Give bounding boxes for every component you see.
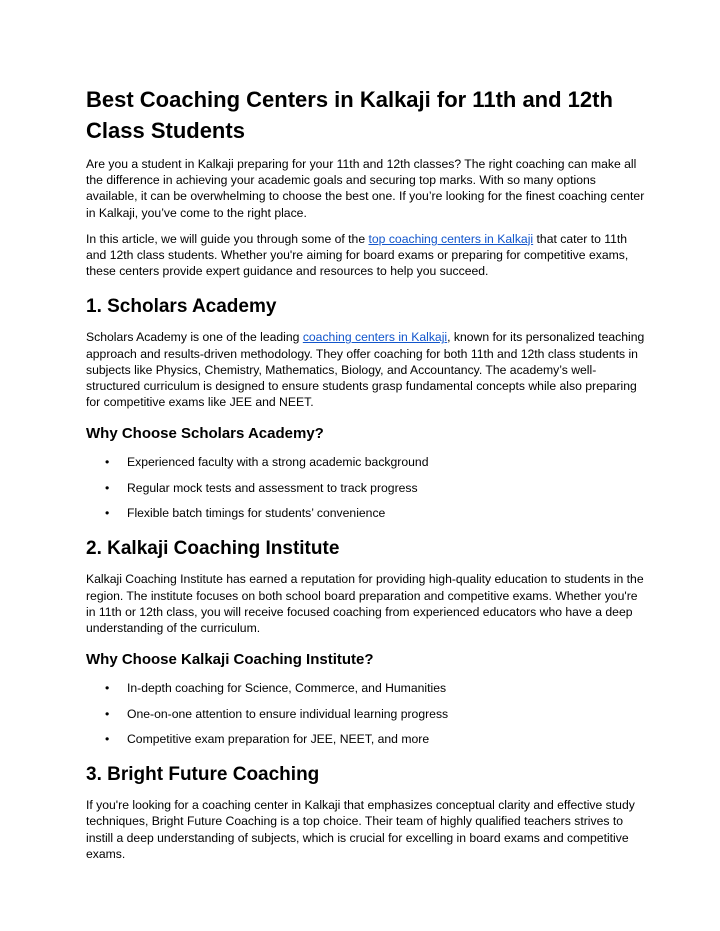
list-item-text: In-depth coaching for Science, Commerce, and Humanities bbox=[127, 681, 447, 696]
kalkaji-institute-bullet-list bbox=[86, 680, 646, 747]
section-heading-scholars-academy: 1. Scholars Academy bbox=[86, 296, 277, 318]
list-item-text: One-on-one attention to ensure individual learning progress bbox=[127, 706, 449, 721]
scholars-text-after: , known for its personalized teaching approach and results-driven methodology. They offer coaching for both 11th and 12th class students in subjects like Physics, Chemistry, Mathematics, Biology, and Accountancy. The academy’s well-structured curriculum is designed to ensure students grasp fundamental concepts while also preparing for competitive exams like JEE and NEET. bbox=[86, 330, 645, 410]
intro2-text-before: In this article, we will guide you through some of the bbox=[86, 231, 369, 246]
scholars-text-before: Scholars Academy is one of the leading bbox=[86, 330, 303, 345]
list-item bbox=[86, 680, 646, 696]
intro-paragraph: Are you a student in Kalkaji preparing for your 11th and 12th classes? The right coaching can make all the difference in achieving your academic goals and securing top marks. With so many options available, it can be overwhelming to choose the best one. If you’re looking for the finest coaching center in Kalkaji, you’ve come to the right place. bbox=[86, 157, 645, 220]
kalkaji-institute-paragraph: Kalkaji Coaching Institute has earned a reputation for providing high-quality education to students in the region. The institute focuses on both school board preparation and competitive exams. Whether you're in 11th or 12th class, you will receive focused coaching from experienced educators who have a deep understanding of the curriculum. bbox=[86, 572, 644, 636]
bullet-icon: • bbox=[105, 455, 110, 470]
bullet-icon: • bbox=[105, 480, 110, 495]
bullet-icon: • bbox=[105, 681, 110, 696]
intro-paragraph-2 bbox=[86, 231, 646, 280]
list-item-text: Experienced faculty with a strong academic background bbox=[127, 455, 429, 470]
list-item bbox=[86, 480, 646, 496]
list-item bbox=[86, 454, 646, 470]
subheading-why-scholars-academy: Why Choose Scholars Academy? bbox=[86, 425, 324, 443]
list-item-text: Flexible batch timings for students’ convenience bbox=[127, 506, 386, 521]
coaching-centers-link[interactable]: coaching centers in Kalkaji bbox=[302, 330, 448, 345]
bullet-icon: • bbox=[105, 732, 110, 747]
scholars-academy-paragraph bbox=[86, 329, 646, 410]
list-item bbox=[86, 731, 646, 747]
list-item-text: Regular mock tests and assessment to track progress bbox=[127, 480, 418, 495]
list-item bbox=[86, 706, 646, 722]
bullet-icon: • bbox=[105, 506, 110, 521]
scholars-academy-bullet-list bbox=[86, 454, 646, 521]
list-item bbox=[86, 505, 646, 521]
intro2-text-after: that cater to 11th and 12th class students. Whether you're aiming for board exams or preparing for competitive exams, these centers provide expert guidance and resources to help you succeed. bbox=[86, 231, 629, 279]
bright-future-paragraph: If you're looking for a coaching center in Kalkaji that emphasizes conceptual clarity and effective study techniques, Bright Future Coaching is a top choice. Their team of highly qualified teachers strives to instill a deep understanding of subjects, which is crucial for excelling in board exams and competitive exams. bbox=[86, 798, 635, 861]
bullet-icon: • bbox=[105, 706, 110, 721]
section-heading-kalkaji-coaching-institute: 2. Kalkaji Coaching Institute bbox=[86, 538, 340, 560]
page-title: Best Coaching Centers in Kalkaji for 11th and 12th Class Students bbox=[86, 87, 613, 143]
top-coaching-centers-link[interactable]: top coaching centers in Kalkaji bbox=[368, 231, 534, 246]
document-page bbox=[86, 84, 646, 872]
list-item-text: Competitive exam preparation for JEE, NEET, and more bbox=[127, 732, 430, 747]
subheading-why-kalkaji-institute: Why Choose Kalkaji Coaching Institute? bbox=[86, 651, 374, 669]
section-heading-bright-future-coaching: 3. Bright Future Coaching bbox=[86, 764, 320, 786]
